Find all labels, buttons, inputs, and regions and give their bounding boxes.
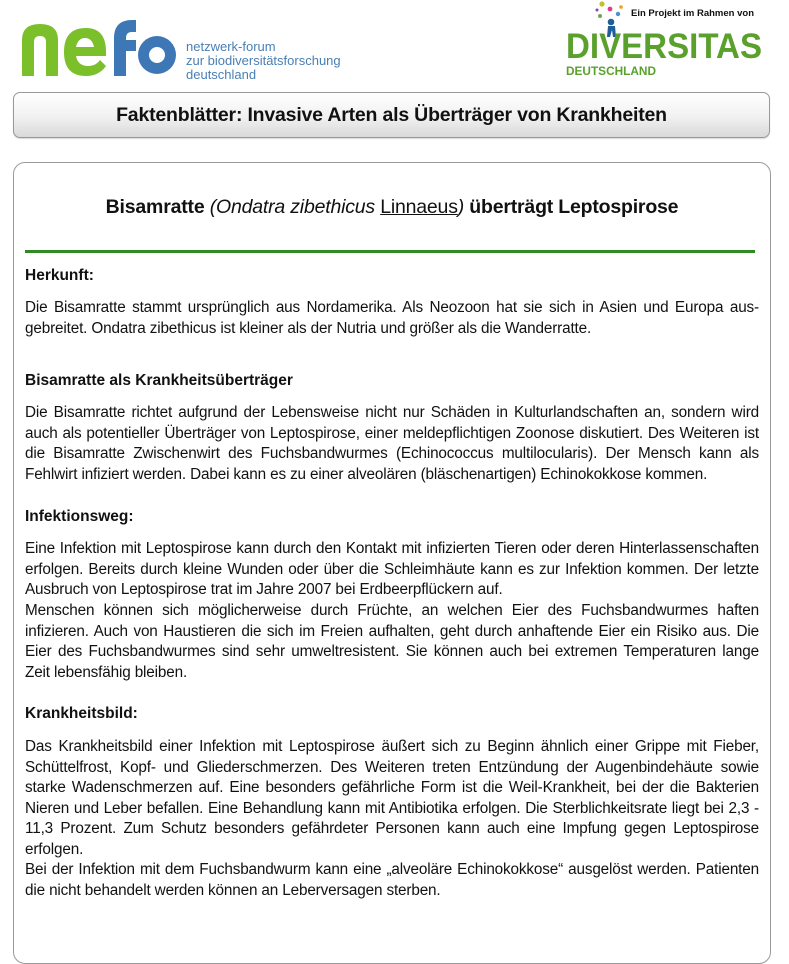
heading-paren-open: ( [209, 196, 216, 218]
diversitas-supertitle: Ein Projekt im Rahmen von [631, 8, 754, 19]
diversitas-logo-mark [560, 0, 775, 80]
heading-divider [25, 250, 755, 253]
heading-paren-close: ) [457, 196, 465, 218]
section-text-infektionsweg-1: Eine Infektion mit Leptospirose kann durch den Kontakt mit infizierten Tieren oder deren Hinterlassenschaften erfolgen. Bereits durch kleine Wunden oder über die Schleimhäute kann es zur Infektion kommen. Der letzte Ausbruch von Leptospirose trat im Jahre 2007 bei Erdbeerpflückern auf. [25, 540, 759, 598]
heading-common-name: Bisamratte [105, 196, 210, 218]
section-text-ueberträger: Die Bisamratte richtet aufgrund der Lebensweise nicht nur Schäden in Kulturlandschaften an, sondern wird auch als potentieller Überträger von Leptospirose, einer meldepflichtigen Zoonose diskutiert. Des Weiteren ist die Bisamratte Zwischenwirt des Fuchsbandwurmes (Echinococcus multilocularis). Der Mensch kann als Fehlwirt infiziert werden. Dabei kann es zu einer alveolären (bläschenartigen) Echinokokkose kommen. [25, 404, 759, 483]
section-title-krankheitsbild: Krankheitsbild: [25, 705, 138, 722]
diversitas-name: DIVERSITAS [566, 27, 762, 66]
section-text-infektionsweg-2: Menschen können sich möglicherweise durch Früchte, an welchen Eier des Fuchsbandwurmes haften infizieren. Auch von Haustieren die sich im Freien aufhalten, geht durch anhaftende Eier ein Risiko aus. Die Eier des Fuchsbandwurmes sind sehr umweltresistent. Sie können auch bei extremen Temperaturen lange Zeit lebensfähig bleiben. [25, 602, 759, 681]
section-text-krankheitsbild-1: Das Krankheitsbild einer Infektion mit Leptospirose äußert sich zu Beginn ähnlich einer Grippe mit Fieber, Schüttelfrost, Kopf- und Gliederschmerzen. Des Weiteren treten Entzündung der Augenbindehäute sowie starke Wadenschmerzen auf. Eine besonders gefährliche Form ist die Weil-Krankheit, bei der die Bakterien Nieren und Leber befallen. Eine Behandlung kann mit Antibiotika erfolgen. Die Sterblichkeitsrate liegt bei 2,3 - 11,3 Prozent. Zum Schutz besonders gefährdeter Personen kann auch eine Impfung gegen Leptospirose erfolgen. [25, 738, 759, 858]
heading-suffix: überträgt Leptospirose [464, 196, 679, 218]
section-text-krankheitsbild-2: Bei der Infektion mit dem Fuchsbandwurm kann eine „alveoläre Echinokokkose“ ausgelöst werden. Patienten die nicht behandelt werden können an Leberversagen sterben. [25, 861, 759, 899]
fact-sheet-heading [14, 196, 770, 219]
section-title-infektionsweg: Infektionsweg: [25, 508, 134, 525]
heading-author: Linnaeus [380, 196, 458, 218]
nefo-tagline-3: deutschland [186, 67, 257, 82]
heading-species: Ondatra zibethicus [215, 196, 375, 218]
fact-sheet-box [13, 162, 771, 964]
section-title-herkunft: Herkunft: [25, 267, 94, 284]
page-title-bar [13, 92, 770, 138]
section-text-herkunft: Die Bisamratte stammt ursprünglich aus Nordamerika. Als Neozoon hat sie sich in Asien und Europa aus-gebreitet. Ondatra zibethicus ist kleiner als der Nutria und größer als die Wanderratte. [25, 299, 759, 337]
section-title-ueberträger: Bisamratte als Krankheitsüberträger [25, 372, 293, 389]
diversitas-logo [560, 0, 775, 80]
diversitas-subname: DEUTSCHLAND [566, 64, 657, 78]
nefo-logo [14, 10, 354, 80]
nefo-tagline-2: zur biodiversitätsforschung [186, 53, 341, 68]
nefo-logo-mark [14, 10, 179, 80]
page-title: Faktenblätter: Invasive Arten als Überträger von Krankheiten [116, 103, 667, 126]
nefo-tagline-1: netzwerk-forum [186, 39, 276, 54]
